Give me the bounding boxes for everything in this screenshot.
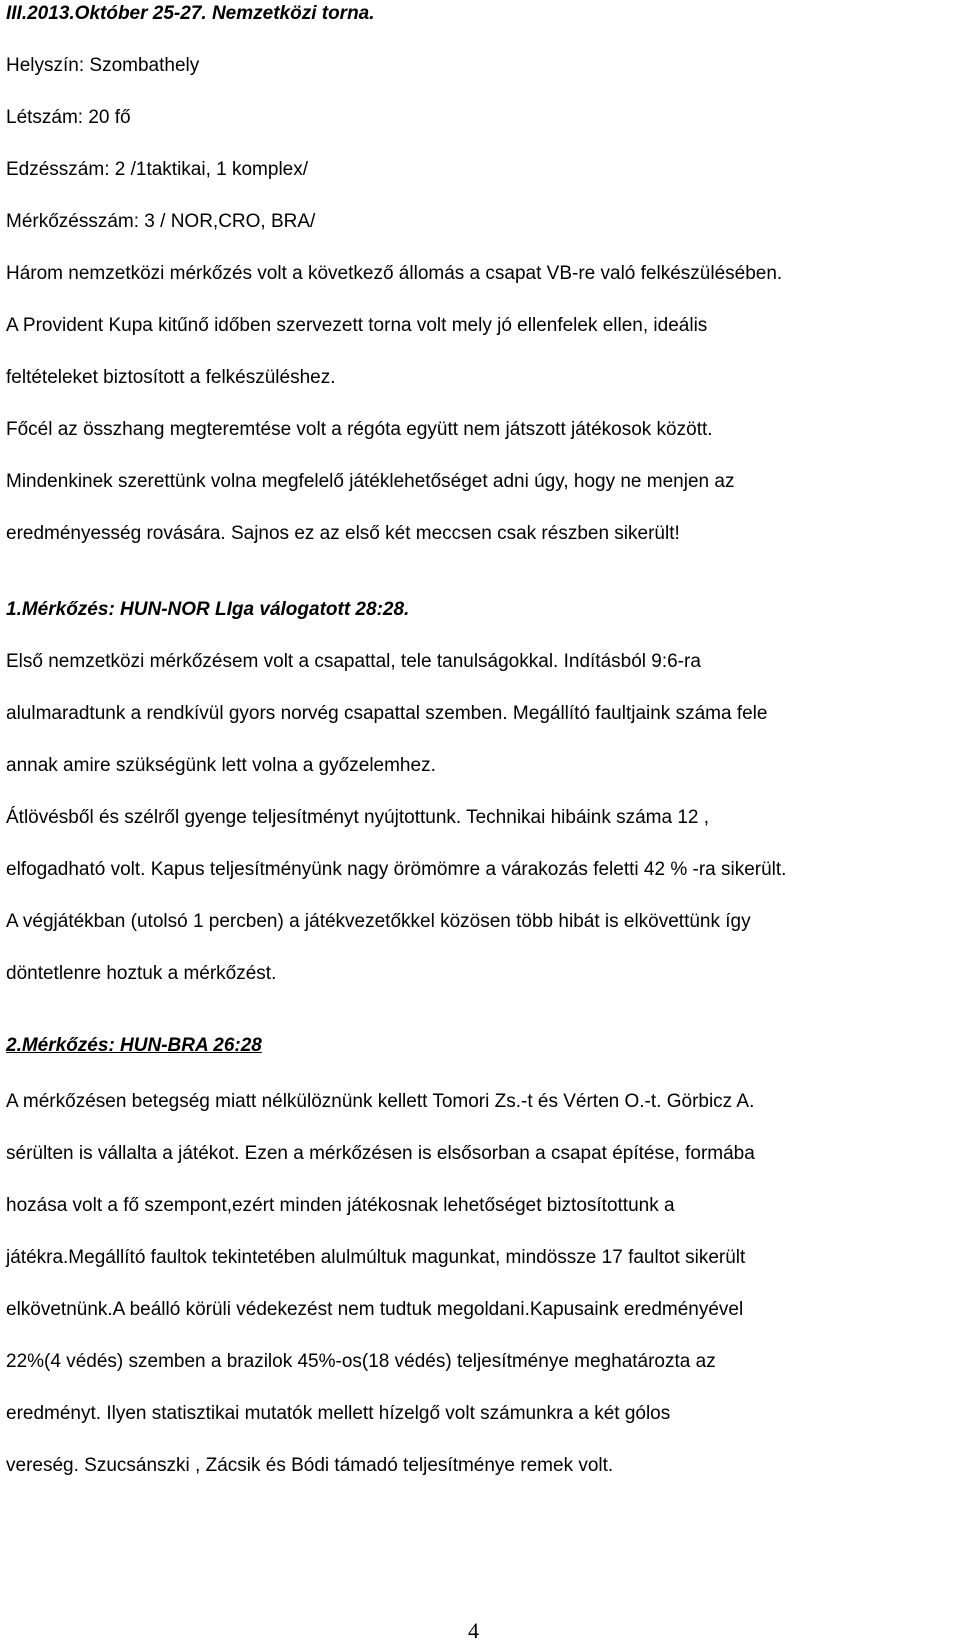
- text-line: A Provident Kupa kitűnő időben szervezett torna volt mely jó ellenfelek ellen, ideális: [6, 315, 708, 336]
- text-line: 2.Mérkőzés: HUN-BRA 26:28: [6, 1035, 262, 1056]
- text-line: Átlövésből és szélről gyenge teljesítményt nyújtottunk. Technikai hibáink száma 12 ,: [6, 807, 710, 828]
- text-line: Mindenkinek szerettünk volna megfelelő játéklehetőséget adni úgy, hogy ne menjen az: [6, 471, 735, 492]
- text-line: A végjátékban (utolsó 1 percben) a játékvezetőkkel közösen több hibát is elkövettünk így: [6, 911, 751, 932]
- text-line: eredményt. Ilyen statisztikai mutatók mellett hízelgő volt számunkra a két gólos: [6, 1403, 671, 1424]
- text-line: 22%(4 védés) szemben a brazilok 45%-os(18 védés) teljesítménye meghatározta az: [6, 1351, 716, 1372]
- page-number: 4: [468, 1618, 479, 1643]
- text-line: Helyszín: Szombathely: [6, 55, 200, 76]
- text-line: Első nemzetközi mérkőzésem volt a csapattal, tele tanulságokkal. Indításból 9:6-ra: [6, 651, 701, 672]
- text-line: Edzésszám: 2 /1taktikai, 1 komplex/: [6, 159, 309, 180]
- text-line: III.2013.Október 25-27. Nemzetközi torna.: [6, 3, 375, 24]
- text-line: A mérkőzésen betegség miatt nélkülöznünk kellett Tomori Zs.-t és Vérten O.-t. Görbicz A.: [6, 1091, 755, 1112]
- text-line: vereség. Szucsánszki , Zácsik és Bódi támadó teljesítménye remek volt.: [6, 1455, 614, 1476]
- text-line: játékra.Megállító faultok tekintetében alulmúltuk magunkat, mindössze 17 faultot sikerült: [6, 1247, 746, 1268]
- text-line: annak amire szükségünk lett volna a győzelemhez.: [6, 755, 436, 776]
- text-line: eredményesség rovására. Sajnos ez az első két meccsen csak részben sikerült!: [6, 523, 680, 544]
- text-line: Három nemzetközi mérkőzés volt a következő állomás a csapat VB-re való felkészülésében.: [6, 263, 783, 284]
- text-line: hozása volt a fő szempont,ezért minden játékosnak lehetőséget biztosítottunk a: [6, 1195, 675, 1216]
- text-line: döntetlenre hoztuk a mérkőzést.: [6, 963, 277, 984]
- text-line: elfogadható volt. Kapus teljesítményünk nagy örömömre a várakozás feletti 42 % -ra sikerült.: [6, 859, 787, 880]
- text-line: Főcél az összhang megteremtése volt a régóta együtt nem játszott játékosok között.: [6, 419, 713, 440]
- text-line: Létszám: 20 fő: [6, 107, 131, 128]
- text-line: 1.Mérkőzés: HUN-NOR LIga válogatott 28:28.: [6, 599, 410, 620]
- text-line: Mérkőzésszám: 3 / NOR,CRO, BRA/: [6, 211, 316, 232]
- text-line: alulmaradtunk a rendkívül gyors norvég csapattal szemben. Megállító faultjaink száma fele: [6, 703, 768, 724]
- text-line: feltételeket biztosított a felkészüléshez.: [6, 367, 336, 388]
- text-line: sérülten is vállalta a játékot. Ezen a mérkőzésen is elsősorban a csapat építése, formába: [6, 1143, 755, 1164]
- text-line: elkövetnünk.A beálló körüli védekezést nem tudtuk megoldani.Kapusaink eredményével: [6, 1299, 744, 1320]
